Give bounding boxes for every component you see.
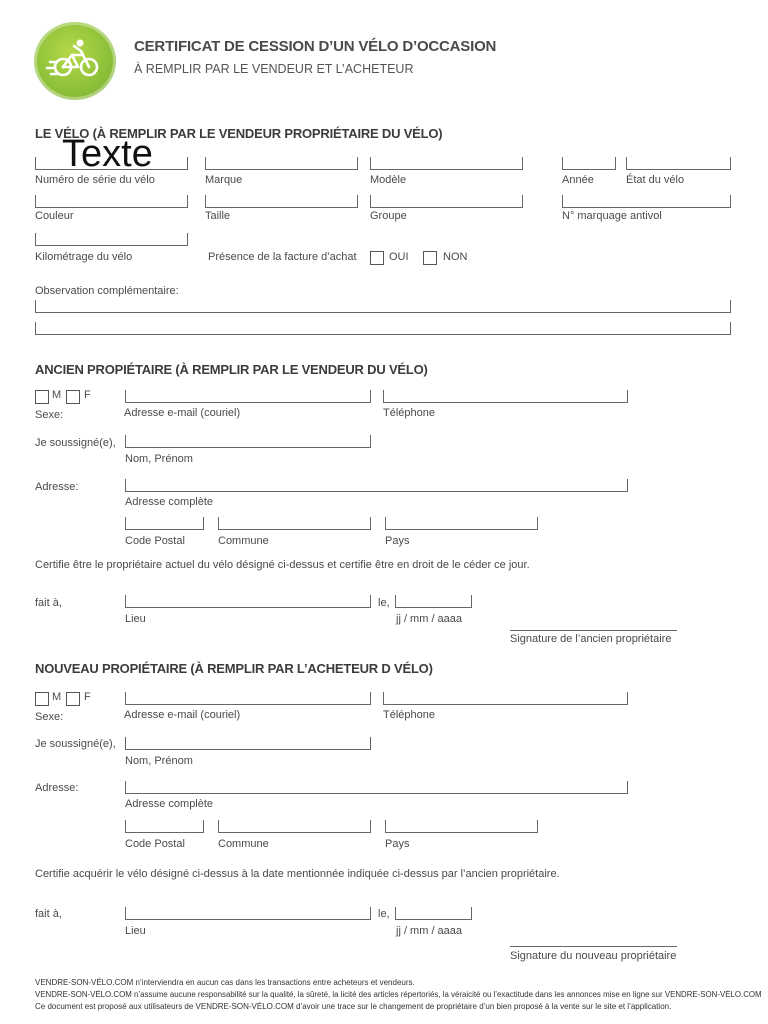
seller-male-checkbox[interactable] [35, 390, 49, 404]
seller-female-label: F [84, 389, 91, 401]
serial-number-label: Numéro de série du vélo [35, 174, 155, 186]
seller-phone-label: Téléphone [383, 407, 435, 419]
page-title: CERTIFICAT DE CESSION D’UN VÉLO D’OCCASION [134, 38, 497, 55]
brand-field[interactable] [205, 157, 358, 170]
year-label: Année [562, 174, 594, 186]
buyer-email-field[interactable] [125, 692, 371, 705]
buyer-section-title: NOUVEAU PROPIÉTAIRE (À REMPLIR PAR L’ACHETEUR D VÉLO) [35, 661, 433, 676]
seller-country-label: Pays [385, 535, 410, 547]
seller-country-field[interactable] [385, 517, 538, 530]
seller-date-field[interactable] [395, 595, 472, 608]
buyer-signature-line[interactable] [510, 946, 677, 947]
seller-signature-line[interactable] [510, 630, 677, 631]
logo [34, 22, 116, 100]
seller-city-label: Commune [218, 535, 269, 547]
mileage-field[interactable] [35, 233, 188, 246]
seller-place-label: Lieu [125, 613, 146, 625]
footer-line-3: Ce document est proposé aux utilisateurs de VENDRE-SON-VÉLO.COM d’avoir une trace sur le changement de propriétaire d’un bien proposé à la vente sur le site et l’application. [35, 1002, 672, 1011]
seller-made-at-label: fait à, [35, 597, 62, 609]
seller-phone-field[interactable] [383, 390, 628, 403]
buyer-city-field[interactable] [218, 820, 371, 833]
invoice-label: Présence de la facture d’achat [208, 251, 357, 263]
invoice-yes-label: OUI [389, 251, 409, 263]
cyclist-icon [34, 22, 116, 100]
seller-email-field[interactable] [125, 390, 371, 403]
seller-female-checkbox[interactable] [66, 390, 80, 404]
group-label: Groupe [370, 210, 407, 222]
buyer-email-label: Adresse e-mail (couriel) [124, 709, 241, 721]
invoice-yes-checkbox[interactable] [370, 251, 384, 265]
seller-on-label: le, [378, 597, 390, 609]
seller-address-field[interactable] [125, 479, 628, 492]
seller-section-title: ANCIEN PROPIÉTAIRE (À REMPLIR PAR LE VENDEUR DU VÉLO) [35, 362, 428, 377]
buyer-postal-field[interactable] [125, 820, 204, 833]
buyer-made-at-label: fait à, [35, 908, 62, 920]
buyer-place-field[interactable] [125, 907, 371, 920]
overlay-text: Texte [62, 133, 153, 175]
observation-label: Observation complémentaire: [35, 285, 179, 297]
seller-name-field[interactable] [125, 435, 371, 448]
brand-label: Marque [205, 174, 243, 186]
year-field[interactable] [562, 157, 616, 170]
buyer-place-label: Lieu [125, 925, 146, 937]
footer-line-2: VENDRE-SON-VÉLO.COM n’assume aucune responsabilité sur la qualité, la sûreté, la licité des articles répertoriés, la véraicité ou l’exactitude dans les annonces mise en ligne sur VENDRE-SON-VÉLO.COM [35, 990, 762, 999]
buyer-address-field[interactable] [125, 781, 628, 794]
invoice-no-checkbox[interactable] [423, 251, 437, 265]
buyer-date-format: jj / mm / aaaa [396, 925, 463, 937]
color-label: Couleur [35, 210, 74, 222]
footer-line-1: VENDRE-SON-VÉLO.COM n’interviendra en aucun cas dans les transactions entre acheteurs et vendeurs. [35, 978, 415, 987]
observation-field-2[interactable] [35, 322, 731, 335]
buyer-name-field[interactable] [125, 737, 371, 750]
seller-date-format: jj / mm / aaaa [396, 613, 463, 625]
buyer-undersigned-label: Je soussigné(e), [35, 738, 116, 750]
model-label: Modèle [370, 174, 407, 186]
seller-sex-label: Sexe: [35, 409, 64, 421]
buyer-full-address-label: Adresse complète [125, 798, 214, 810]
buyer-male-checkbox[interactable] [35, 692, 49, 706]
buyer-phone-label: Téléphone [383, 709, 435, 721]
bike-state-field[interactable] [626, 157, 731, 170]
buyer-female-label: F [84, 691, 91, 703]
seller-email-label: Adresse e-mail (couriel) [124, 407, 241, 419]
seller-city-field[interactable] [218, 517, 371, 530]
seller-place-field[interactable] [125, 595, 371, 608]
group-field[interactable] [370, 195, 523, 208]
buyer-on-label: le, [378, 908, 390, 920]
buyer-address-label: Adresse: [35, 782, 79, 794]
invoice-no-label: NON [443, 251, 468, 263]
seller-male-label: M [52, 389, 62, 401]
buyer-phone-field[interactable] [383, 692, 628, 705]
seller-postal-field[interactable] [125, 517, 204, 530]
buyer-country-field[interactable] [385, 820, 538, 833]
mileage-label: Kilométrage du vélo [35, 251, 133, 263]
buyer-city-label: Commune [218, 838, 269, 850]
seller-full-address-label: Adresse complète [125, 496, 214, 508]
seller-signature-label: Signature de l’ancien propriétaire [510, 633, 672, 645]
observation-field-1[interactable] [35, 300, 731, 313]
seller-certify-text: Certifie être le propriétaire actuel du vélo désigné ci-dessus et certifie être en droit de le céder ce jour. [35, 559, 530, 571]
buyer-female-checkbox[interactable] [66, 692, 80, 706]
buyer-certify-text: Certifie acquérir le vélo désigné ci-dessus à la date mentionnée indiquée ci-dessus par l’ancien propriétaire. [35, 868, 560, 880]
buyer-date-field[interactable] [395, 907, 472, 920]
size-field[interactable] [205, 195, 358, 208]
buyer-postal-label: Code Postal [125, 838, 185, 850]
bike-state-label: État du vélo [626, 174, 685, 186]
color-field[interactable] [35, 195, 188, 208]
buyer-name-label: Nom, Prénom [125, 755, 193, 767]
seller-name-label: Nom, Prénom [125, 453, 193, 465]
model-field[interactable] [370, 157, 523, 170]
buyer-male-label: M [52, 691, 62, 703]
seller-postal-label: Code Postal [125, 535, 185, 547]
antitheft-label: N° marquage antivol [562, 210, 662, 222]
antitheft-field[interactable] [562, 195, 731, 208]
seller-address-label: Adresse: [35, 481, 79, 493]
size-label: Taille [205, 210, 231, 222]
buyer-signature-label: Signature du nouveau propriétaire [510, 950, 677, 962]
buyer-sex-label: Sexe: [35, 711, 64, 723]
bike-section-title: LE VÉLO (À REMPLIR PAR LE VENDEUR PROPRIÉTAIRE DU VÉLO) [35, 126, 443, 141]
buyer-country-label: Pays [385, 838, 410, 850]
seller-undersigned-label: Je soussigné(e), [35, 437, 116, 449]
page-subtitle: À REMPLIR PAR LE VENDEUR ET L’ACHETEUR [134, 62, 414, 76]
